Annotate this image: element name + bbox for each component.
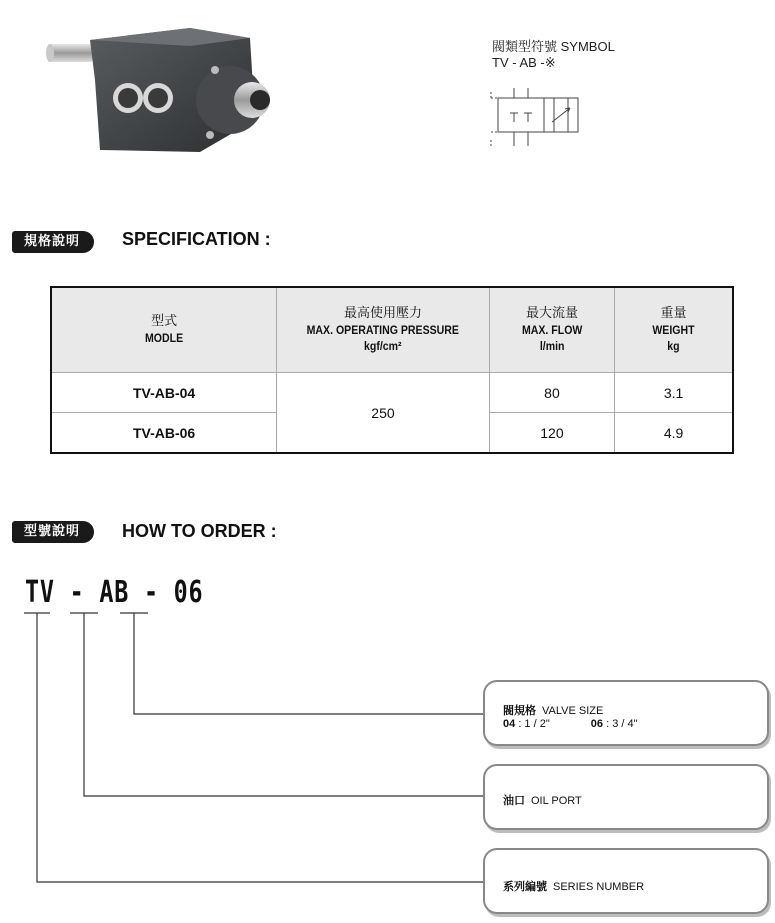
series-number-zh: 系列編號 (503, 880, 547, 893)
callout-valve-size (483, 680, 769, 746)
size-opt1-value: : 1 / 2" (518, 718, 550, 730)
pressure-cell: 250 (277, 373, 490, 454)
hydraulic-symbol-diagram (488, 86, 583, 152)
header-weight: 重量 WEIGHT kg (615, 287, 733, 373)
callout-oil-port (483, 764, 769, 830)
order-title: HOW TO ORDER : (122, 521, 277, 541)
spec-badge: 規格說明 (12, 231, 94, 253)
model-cell: TV-AB-06 (51, 413, 277, 454)
table-header-row (51, 287, 733, 373)
table-row (51, 373, 733, 413)
flow-cell: 120 (489, 413, 614, 454)
header-model: 型式 MODLE (51, 287, 277, 373)
header-pressure: 最高使用壓力 MAX. OPERATING PRESSURE kgf/cm² (277, 287, 490, 373)
valve-product-image (40, 10, 290, 160)
size-opt2-code: 06 (590, 718, 604, 730)
symbol-title: 閥類型符號 SYMBOL (492, 39, 615, 54)
order-code: TV - AB - 06 (25, 575, 204, 610)
weight-cell: 4.9 (615, 413, 733, 454)
oil-port-zh: 油口 (503, 794, 525, 807)
spec-table (50, 286, 734, 454)
size-opt1-code: 04 (503, 718, 516, 730)
header-flow: 最大流量 MAX. FLOW l/min (489, 287, 614, 373)
model-cell: TV-AB-04 (51, 373, 277, 413)
valve-size-zh: 閥規格 (503, 704, 536, 717)
oil-port-en: OIL PORT (531, 795, 582, 807)
series-number-en: SERIES NUMBER (553, 881, 645, 893)
weight-cell: 3.1 (615, 373, 733, 413)
valve-size-en: VALVE SIZE (542, 705, 604, 717)
size-opt2-value: : 3 / 4" (606, 718, 638, 730)
flow-cell: 80 (489, 373, 614, 413)
spec-title: SPECIFICATION : (122, 229, 271, 249)
symbol-code: TV - AB -※ (492, 55, 556, 70)
callout-series-number (483, 848, 769, 914)
order-badge: 型號說明 (12, 521, 94, 543)
